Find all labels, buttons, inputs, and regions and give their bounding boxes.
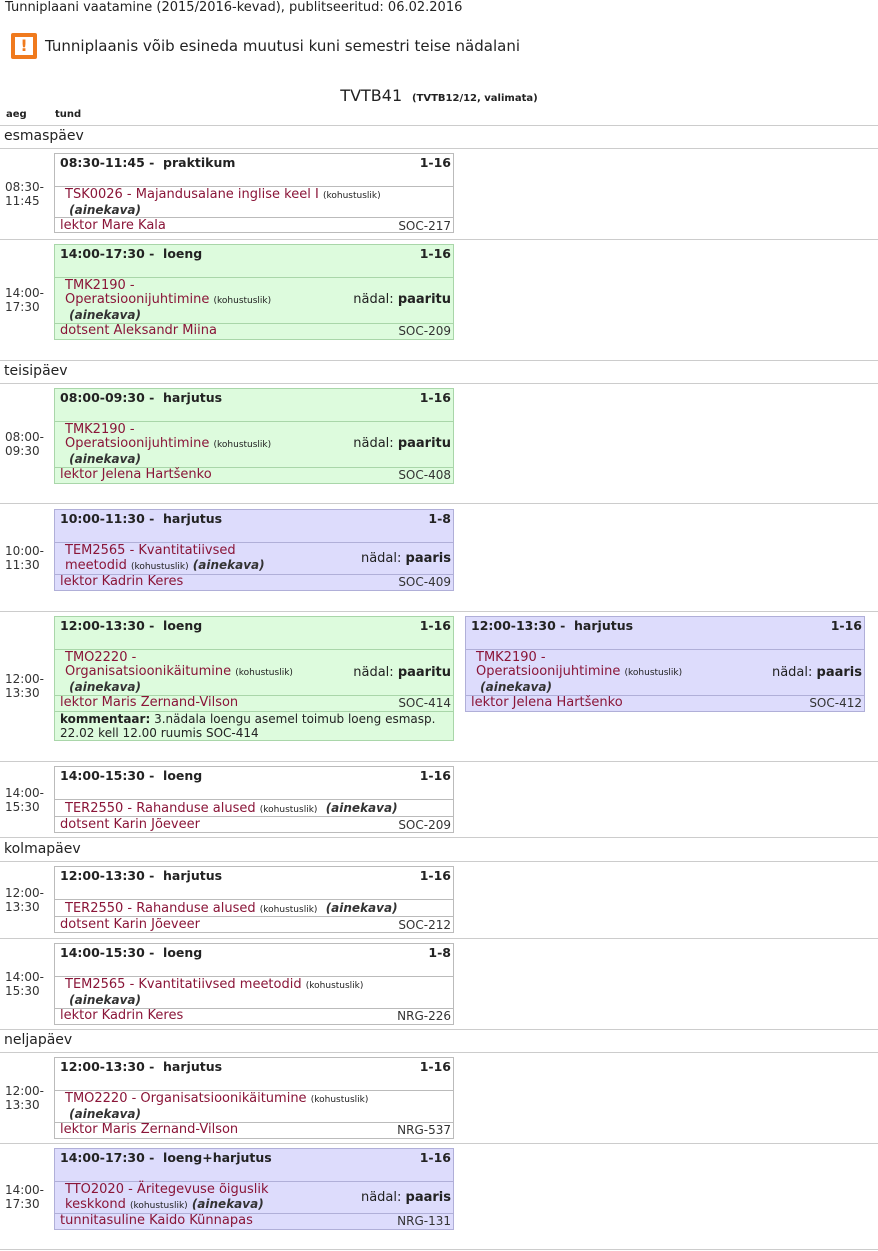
course-link[interactable]: TER2550 - Rahanduse alused (kohustuslik) (ainekava): [65, 801, 398, 816]
week-parity: nädal: paaritu: [353, 665, 451, 680]
week-parity: nädal: paaris: [360, 551, 451, 566]
curriculum-link[interactable]: (ainekava): [69, 1107, 141, 1121]
course-link[interactable]: TSK0026 - Majandusalane inglise keel I (kohustuslik) (ainekava): [65, 187, 381, 217]
course-link[interactable]: TMO2220 - Organisatsioonikäitumine (kohustuslik) (ainekava): [65, 1091, 369, 1121]
exclamation-icon: !: [11, 33, 37, 59]
time-slot: 14:00- 15:30: [5, 786, 44, 814]
day-thursday: neljapäev: [4, 1032, 73, 1048]
lesson-card[interactable]: 14:00-17:30 - loeng 1-16 TMK2190 - Operatsioonijuhtimine (kohustuslik) (ainekava) nädal: paaritu dotsent Aleksandr Miina SOC-209: [54, 244, 454, 340]
warning-text: Tunniplaanis võib esineda muutusi kuni semestri teise nädalani: [45, 37, 520, 55]
teacher-link[interactable]: lektor Maris Zernand-Vilson: [60, 1122, 239, 1137]
curriculum-link[interactable]: (ainekava): [69, 680, 141, 694]
divider: [0, 837, 878, 838]
divider: [0, 1052, 878, 1053]
divider: [0, 360, 878, 361]
lesson-card[interactable]: 10:00-11:30 - harjutus 1-8 TEM2565 - Kvantitatiivsed meetodid (kohustuslik) (ainekava) nädal: paaris lektor Kadrin Keres SOC-409: [54, 509, 454, 591]
course-link[interactable]: TMK2190 - Operatsioonijuhtimine (kohustuslik) (ainekava): [476, 650, 683, 694]
divider: [0, 611, 878, 612]
curriculum-link[interactable]: (ainekava): [325, 901, 398, 915]
room-label: NRG-131: [397, 1214, 451, 1228]
day-tuesday: teisipäev: [4, 363, 68, 379]
lesson-card[interactable]: 08:00-09:30 - harjutus 1-16 TMK2190 - Operatsioonijuhtimine (kohustuslik) (ainekava) nädal: paaritu lektor Jelena Hartšenko SOC-408: [54, 388, 454, 484]
course-link[interactable]: TMO2220 - Organisatsioonikäitumine (kohustuslik) (ainekava): [65, 650, 293, 694]
divider: [0, 383, 878, 384]
divider: [0, 761, 878, 762]
lesson-card[interactable]: 12:00-13:30 - harjutus 1-16 TMO2220 - Organisatsioonikäitumine (kohustuslik) (ainekava) lektor Maris Zernand-Vilson NRG-537: [54, 1057, 454, 1139]
teacher-link[interactable]: lektor Jelena Hartšenko: [471, 695, 623, 710]
time-slot: 14:00- 17:30: [5, 286, 44, 314]
room-label: SOC-217: [398, 219, 451, 233]
lesson-card[interactable]: 08:30-11:45 - praktikum 1-16 TSK0026 - Majandusalane inglise keel I (kohustuslik) (ainekava) lektor Mare Kala SOC-217: [54, 153, 454, 233]
course-link[interactable]: TMK2190 - Operatsioonijuhtimine (kohustuslik) (ainekava): [65, 278, 272, 322]
room-label: SOC-409: [398, 575, 451, 589]
teacher-link[interactable]: dotsent Aleksandr Miina: [60, 323, 217, 338]
lesson-card[interactable]: 14:00-15:30 - loeng 1-16 TER2550 - Rahanduse alused (kohustuslik) (ainekava) dotsent Karin Jõeveer SOC-209: [54, 766, 454, 833]
time-slot: 12:00- 13:30: [5, 672, 44, 700]
teacher-link[interactable]: dotsent Karin Jõeveer: [60, 917, 200, 932]
time-slot: 12:00- 13:30: [5, 886, 44, 914]
lesson-card[interactable]: 14:00-15:30 - loeng 1-8 TEM2565 - Kvantitatiivsed meetodid (kohustuslik) (ainekava) lektor Kadrin Keres NRG-226: [54, 943, 454, 1025]
course-link[interactable]: TEM2565 - Kvantitatiivsed meetodid (kohustuslik) (ainekava): [65, 977, 364, 1007]
curriculum-link[interactable]: (ainekava): [69, 452, 141, 466]
lesson-card[interactable]: 12:00-13:30 - loeng 1-16 TMO2220 - Organisatsioonikäitumine (kohustuslik) (ainekava) nädal: paaritu lektor Maris Zernand-Vilson SOC-414 kommentaar: 3.nädala loengu asemel toimub loeng esmasp. 22.02 kell 12.00 ruumis SOC-414: [54, 616, 454, 741]
week-parity: nädal: paaris: [360, 1190, 451, 1205]
teacher-link[interactable]: tunnitasuline Kaido Künnapas: [60, 1213, 253, 1228]
teacher-link[interactable]: lektor Maris Zernand-Vilson: [60, 695, 239, 710]
teacher-link[interactable]: lektor Kadrin Keres: [60, 1008, 184, 1023]
teacher-link[interactable]: lektor Kadrin Keres: [60, 574, 184, 589]
curriculum-link[interactable]: (ainekava): [480, 680, 552, 694]
group-subtitle: (TVTB12/12, valimata): [411, 93, 538, 104]
day-wednesday: kolmapäev: [4, 841, 81, 857]
curriculum-link[interactable]: (ainekava): [325, 801, 398, 815]
divider: [0, 239, 878, 240]
curriculum-link[interactable]: (ainekava): [191, 1197, 264, 1211]
time-slot: 08:30- 11:45: [5, 180, 44, 208]
room-label: NRG-226: [397, 1009, 451, 1023]
time-slot: 08:00- 09:30: [5, 430, 44, 458]
time-slot: 14:00- 17:30: [5, 1183, 44, 1211]
divider: [0, 1029, 878, 1030]
course-link[interactable]: TTO2020 - Äritegevuse õiguslik keskkond (kohustuslik) (ainekava): [65, 1182, 269, 1212]
time-slot: 10:00- 11:30: [5, 544, 44, 572]
curriculum-link[interactable]: (ainekava): [69, 203, 141, 217]
group-code: TVTB41: [340, 86, 403, 105]
room-label: SOC-209: [398, 818, 451, 832]
teacher-link[interactable]: dotsent Karin Jõeveer: [60, 817, 200, 832]
day-monday: esmaspäev: [4, 128, 84, 144]
room-label: SOC-209: [398, 324, 451, 338]
curriculum-link[interactable]: (ainekava): [69, 308, 141, 322]
column-lesson: tund: [55, 109, 82, 120]
lesson-card[interactable]: 12:00-13:30 - harjutus 1-16 TMK2190 - Operatsioonijuhtimine (kohustuslik) (ainekava) nädal: paaris lektor Jelena Hartšenko SOC-412: [465, 616, 865, 712]
room-label: SOC-414: [398, 696, 451, 710]
divider: [0, 503, 878, 504]
curriculum-link[interactable]: (ainekava): [192, 558, 265, 572]
column-time: aeg: [6, 109, 27, 120]
week-parity: nädal: paaritu: [353, 436, 451, 451]
room-label: SOC-412: [809, 696, 862, 710]
page-header: Tunniplaani vaatamine (2015/2016-kevad), publitseeritud: 06.02.2016: [5, 0, 463, 15]
week-parity: nädal: paaris: [771, 665, 862, 680]
divider: [0, 125, 878, 126]
divider: [0, 1143, 878, 1144]
divider: [0, 1249, 878, 1250]
time-slot: 12:00- 13:30: [5, 1084, 44, 1112]
teacher-link[interactable]: lektor Jelena Hartšenko: [60, 467, 212, 482]
week-parity: nädal: paaritu: [353, 292, 451, 307]
teacher-link[interactable]: lektor Mare Kala: [60, 218, 166, 233]
divider: [0, 861, 878, 862]
room-label: NRG-537: [397, 1123, 451, 1137]
room-label: SOC-212: [398, 918, 451, 932]
divider: [0, 148, 878, 149]
lesson-comment: kommentaar: 3.nädala loengu asemel toimub loeng esmasp. 22.02 kell 12.00 ruumis SOC-414: [60, 712, 436, 740]
curriculum-link[interactable]: (ainekava): [69, 993, 141, 1007]
lesson-card[interactable]: 12:00-13:30 - harjutus 1-16 TER2550 - Rahanduse alused (kohustuslik) (ainekava) dotsent Karin Jõeveer SOC-212: [54, 866, 454, 933]
room-label: SOC-408: [398, 468, 451, 482]
course-link[interactable]: TER2550 - Rahanduse alused (kohustuslik) (ainekava): [65, 901, 398, 916]
divider: [0, 938, 878, 939]
lesson-card[interactable]: 14:00-17:30 - loeng+harjutus 1-16 TTO2020 - Äritegevuse õiguslik keskkond (kohustuslik) (ainekava) nädal: paaris tunnitasuline Kaido Künnapas NRG-131: [54, 1148, 454, 1230]
group-title: [0, 86, 878, 105]
course-link[interactable]: TEM2565 - Kvantitatiivsed meetodid (kohustuslik) (ainekava): [65, 543, 265, 573]
course-link[interactable]: TMK2190 - Operatsioonijuhtimine (kohustuslik) (ainekava): [65, 422, 272, 466]
time-slot: 14:00- 15:30: [5, 970, 44, 998]
